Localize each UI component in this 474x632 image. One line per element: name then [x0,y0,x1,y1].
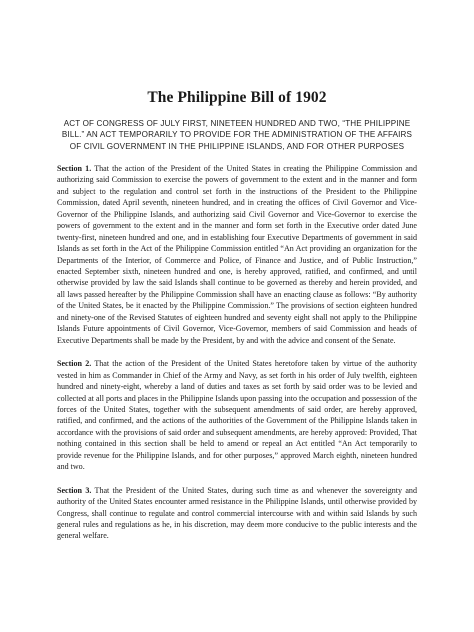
document-title: The Philippine Bill of 1902 [147,89,327,106]
section-1-paragraph [57,163,417,346]
section-1-label: Section 1. [57,163,92,173]
section-2-label: Section 2. [57,359,92,369]
section-3-paragraph [57,485,417,542]
section-3-label: Section 3. [57,485,92,495]
document-subtitle: ACT OF CONGRESS OF JULY FIRST, NINETEEN HUNDRED AND TWO, “THE PHILIPPINE BILL.” AN ACT TEMPORARILY TO PROVIDE FOR THE ADMINISTRATION OF THE AFFAIRS OF CIVIL GOVERNMENT IN THE PHILIPPINE ISLANDS, AND FOR OTHER PURPOSES [61,119,413,151]
section-2-text: That the action of the President of the United States heretofore taken by virtue of the authority vested in him as Commander in Chief of the Army and Navy, as set forth in his order of July twelfth, eighteen hundred and ninety-eight, whereby a land of duties and taxes as set forth by said order was to be levied and collected at all ports and places in the Philippine Islands upon passing into the occupation and possession of the forces of the United States, together with the subsequent amendments of said order, are hereby approved, ratified, and confirmed, and the actions of the authorities of the Government of the Philippine Islands taken in accordance with the provisions of said order and subsequent amendments, are hereby approved: Provided, That nothing contained in this section shall be held to amend or repeal an Act entitled “An Act temporarily to provide revenue for the Philippine Islands, and for other purposes,” approved March eighth, nineteen hundred and two. [57,359,417,472]
section-2-paragraph [57,358,417,473]
section-3-text: That the President of the United States, during such time as and whenever the sovereignty and authority of the United States encounter armed resistance in the Philippine Islands, until otherwise provided by Congress, shall continue to regulate and control commercial intercourse with and within said Islands by such general rules and regulations as he, in his discretion, may deem more conducive to the public interests and the general welfare. [57,485,417,541]
section-1-text: That the action of the President of the United States in creating the Philippine Commission and authorizing said Commission to exercise the powers of government to the extent and in the manner and form and subject to the regulation and control set forth in the instructions of the President to the Philippine Commission, dated April seventh, nineteen hundred, and in creating the offices of Civil Governor and Vice-Governor of the Philippine Islands, and authorizing said Civil Governor and Vice-Governor to exercise the powers of government to the extent and in the manner and form set forth in the Executive order dated June twenty-first, nineteen hundred and one, and in establishing four Executive Departments of government in said Islands as set forth in the Act of the Philippine Commission entitled “An Act providing an organization for the Departments of the Interior, of Commerce and Police, of Finance and Justice, and of Public Instruction,” enacted September sixth, nineteen hundred and one, is hereby approved, ratified, and confirmed, and until otherwise provided by law the said Islands shall continue to be governed as thereby and herein provided, and all laws passed hereafter by the Philippine Commission shall have an enacting clause as follows: “By authority of the United States, be it enacted by the Philippine Commission.” The provisions of section eighteen hundred and ninety-one of the Revised Statutes of eighteen hundred and seventy eight shall not apply to the Philippine Islands Future appointments of Civil Governor, Vice-Governor, members of said Commission and heads of Executive Departments shall be made by the President, by and with the advice and consent of the Senate. [57,163,417,345]
